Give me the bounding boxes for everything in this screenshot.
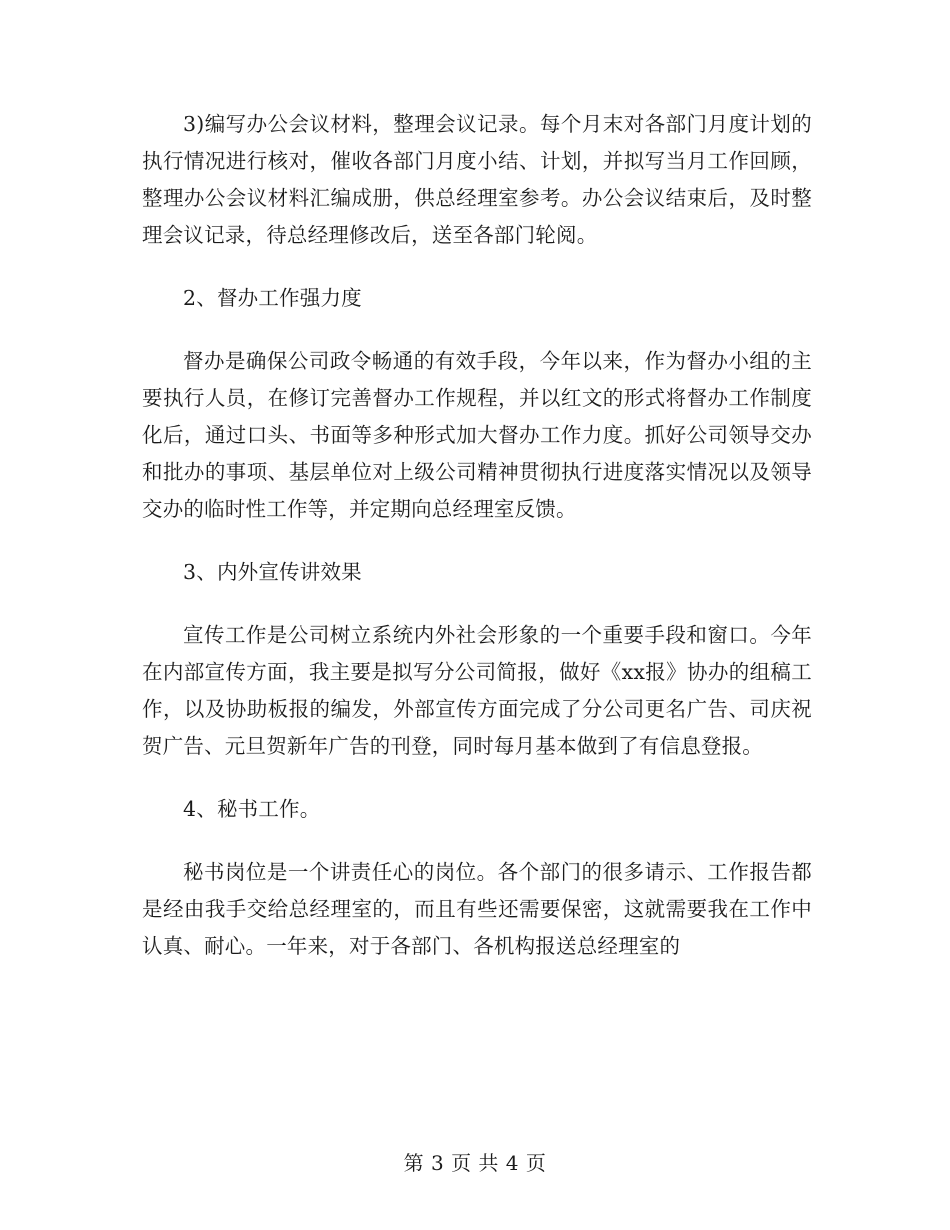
page-number-footer: 第 3 页 共 4 页 <box>403 1151 547 1175</box>
section-heading-publicity: 3、内外宣传讲效果 <box>183 560 362 584</box>
section-heading-supervision: 2、督办工作强力度 <box>183 286 362 310</box>
section-heading-secretary: 4、秘书工作。 <box>183 797 321 821</box>
paragraph-supervision: 督办是确保公司政令畅通的有效手段，今年以来，作为督办小组的主要执行人员，在修订完善督办工作规程，并以红文的形式将督办工作制度化后，通过口头、书面等多种形式加大督办工作力度。抓好公司领导交办和批办的事项、基层单位对上级公司精神贯彻执行进度落实情况以及领导交办的临时性工作等，并定期向总经理室反馈。 <box>142 349 812 521</box>
paragraph-meeting-materials: 3)编写办公会议材料，整理会议记录。每个月末对各部门月度计划的执行情况进行核对，催收各部门月度小结、计划，并拟写当月工作回顾，整理办公会议材料汇编成册，供总经理室参考。办公会议结束后，及时整理会议记录，待总经理修改后，送至各部门轮阅。 <box>142 112 812 247</box>
paragraph-publicity: 宣传工作是公司树立系统内外社会形象的一个重要手段和窗口。今年在内部宣传方面，我主要是拟写分公司简报，做好《xx报》协办的组稿工作，以及协助板报的编发，外部宣传方面完成了分公司更名广告、司庆祝贺广告、元旦贺新年广告的刊登，同时每月基本做到了有信息登报。 <box>142 623 812 758</box>
document-body <box>142 106 812 991</box>
paragraph-secretary: 秘书岗位是一个讲责任心的岗位。各个部门的很多请示、工作报告都是经由我手交给总经理室的，而且有些还需要保密，这就需要我在工作中认真、耐心。一年来，对于各部门、各机构报送总经理室的 <box>142 860 812 958</box>
